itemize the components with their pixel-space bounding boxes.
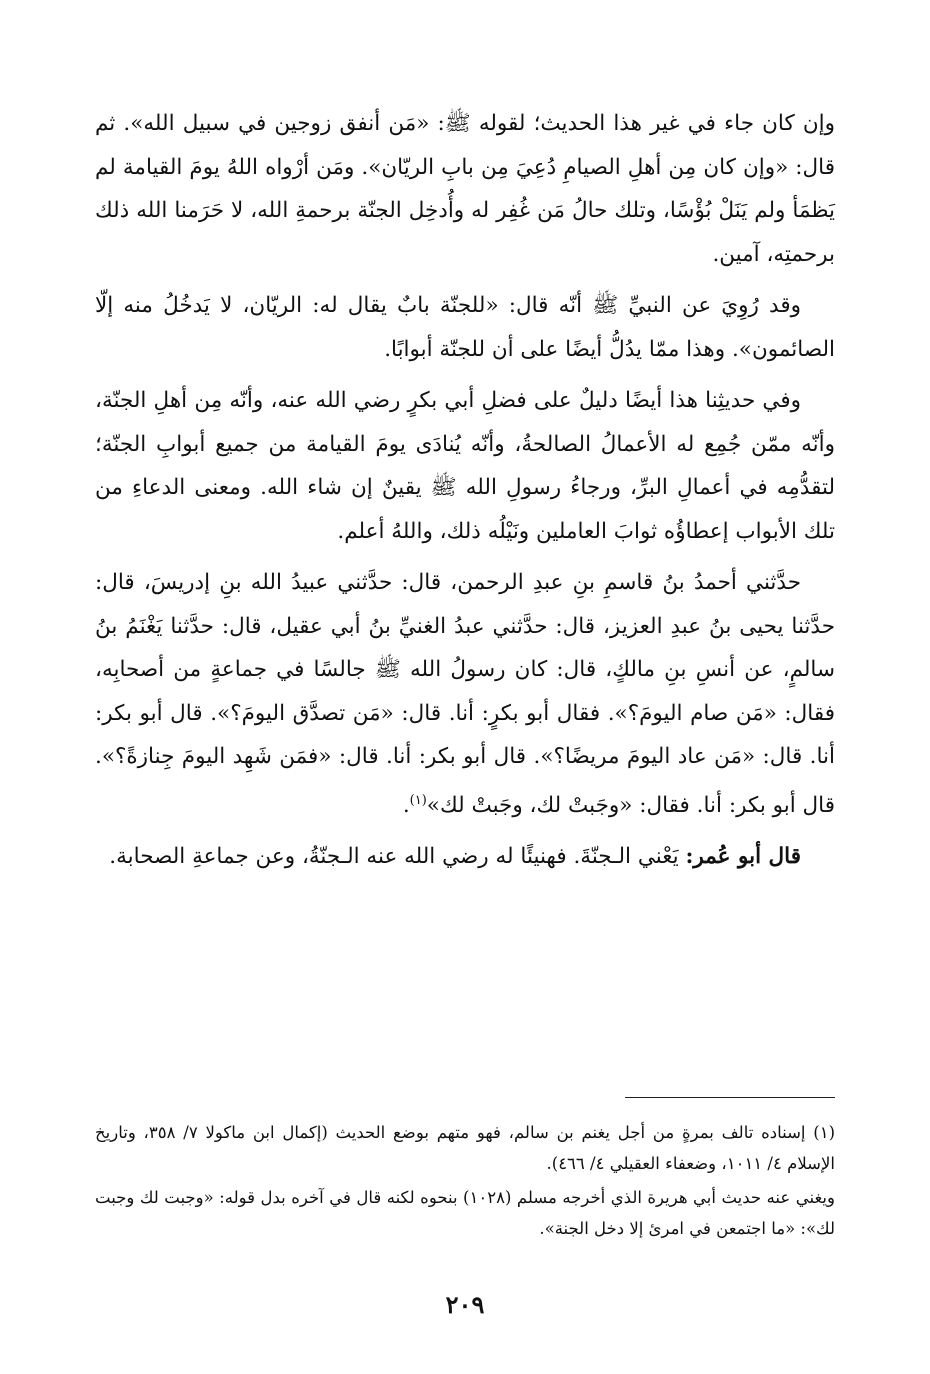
closing-lead: قال أبو عُمر: xyxy=(685,844,801,870)
footnote-1: (١) إسناده تالف بمرةٍ من أجل يغنم بن سالم، فهو متهم بوضع الحديث (إكمال ابن ماكولا ٧/ ٣٥٨، وتاريخ الإسلام ٤/ ١٠١١، وضعفاء العقيلي ٤/ ٤٦٦). xyxy=(95,1123,835,1173)
hadith-text: حدَّثني أحمدُ بنُ قاسمِ بنِ عبدِ الرحمن، قال: حدَّثني عبيدُ الله بنِ إدريسَ، قال: حدَّثنا يحيى بنُ عبدِ العزيز، قال: حدَّثني عبدُ الغنيِّ بنُ أبي عقيل، قال: حدَّثنا يَغْنَمُ بنُ سالمٍ، عن أنسِ بنِ مالكٍ، قال: كان رسولُ الله ﷺ جالسًا في جماعةٍ من أصحابِه، فقال: «مَن صام اليومَ؟». فقال أبو بكرٍ: أنا. قال: «مَن تصدَّق اليومَ؟». قال أبو بكر: أنا. قال: «مَن عاد اليومَ مريضًا؟». قال أبو بكر: أنا. قال: «فمَن شَهِد اليومَ جِنازةً؟». قال أبو بكر: أنا. فقال: «وجَبتْ لك، وجَبتْ لك» xyxy=(95,570,835,818)
paragraph-2: وقد رُوِيَ عن النبيِّ ﷺ أنّه قال: «للجنّة بابٌ يقال له: الريّان، لا يَدخُلُ منه إلّا الصائمون». وهذا ممّا يدُلُّ أيضًا على أن للجنّة أبوابًا. xyxy=(95,293,835,362)
footnote-1-continued: ويغني عنه حديث أبي هريرة الذي أخرجه مسلم (١٠٢٨) بنحوه لكنه قال في آخره بدل قوله: «وجبت لك وجبت لك»: «ما اجتمعن في امرئ إلا دخل الجنة». xyxy=(95,1188,835,1238)
footnote-marker[interactable]: (١) xyxy=(409,792,427,808)
closing-paragraph xyxy=(95,835,835,879)
footnotes xyxy=(95,1117,835,1247)
paragraph-3: وفي حديثِنا هذا أيضًا دليلٌ على فضلِ أبي بكرٍ رضي الله عنه، وأنّه مِن أهلِ الجنّة، وأنّه ممّن جُمِع له الأعمالُ الصالحةُ، وأنّه يُنادَى يومَ القيامة من جميع أبوابِ الجنّة؛ لتقدُّمِه في أعمالِ البرِّ، ورجاءُ رسولِ الله ﷺ يقينٌ إن شاء الله. ومعنى الدعاءِ من تلك الأبواب إعطاؤُه ثوابَ العاملين ونَيْلُه ذلك، واللهُ أعلم. xyxy=(95,388,835,544)
footnote-separator xyxy=(625,1097,835,1098)
hadith-paragraph: حدَّثني أحمدُ بنُ قاسمِ بنِ عبدِ الرحمن، قال: حدَّثني عبيدُ الله بنِ إدريسَ، قال: حدَّثنا يحيى بنُ عبدِ العزيز، قال: حدَّثني عبدُ الغنيِّ بنُ أبي عقيل، قال: حدَّثنا يَغْنَمُ بنُ سالمٍ، عن أنسِ بنِ مالكٍ، قال: كان رسولُ الله ﷺ جالسًا في جماعةٍ من أصحابِه، فقال: «مَن صام اليومَ؟». فقال أبو بكرٍ: أنا. قال: «مَن تصدَّق اليومَ؟». قال أبو بكر: أنا. قال: «مَن عاد اليومَ مريضًا؟». قال أبو بكر: أنا. قال: «فمَن شَهِد اليومَ جِنازةً؟». قال أبو بكر: أنا. فقال: «وجَبتْ لك، وجَبتْ لك»$^{(١)}$. xyxy=(95,570,835,818)
paragraph-1: وإن كان جاء في غير هذا الحديث؛ لقوله ﷺ: «مَن أنفق زوجين في سبيل الله». ثم قال: «وإن كان مِن أهلِ الصيامِ دُعِيَ مِن بابِ الريّان». ومَن أرْواه اللهُ يومَ القيامة لم يَظمَأ ولم يَنَلْ بُؤْسًا، وتلك حالُ مَن غُفِر له وأُدخِل الجنّة برحمةِ الله، لا حَرَمنا الله ذلك برحمتِه، آمين. xyxy=(95,111,835,267)
closing-text: يَعْني الـجنّةَ. فهنيئًا له رضي الله عنه الـجنّةُ، وعن جماعةِ الصحابة. xyxy=(109,844,679,870)
page-number: ٢٠٩ xyxy=(445,1290,485,1319)
